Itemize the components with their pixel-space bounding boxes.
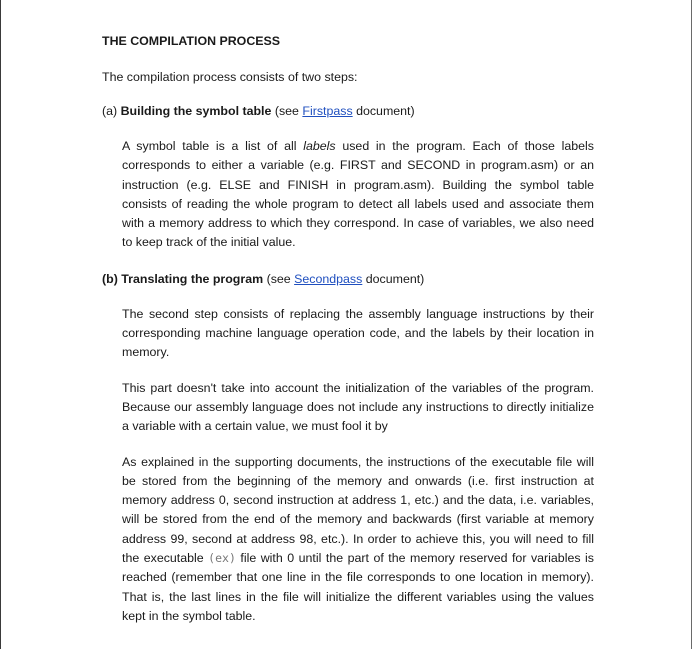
section-b-paragraph-3 [122, 453, 594, 627]
document-title: THE COMPILATION PROCESS [102, 34, 281, 48]
section-a-text-1: A symbol table is a list of all [122, 139, 304, 153]
section-b-paragraph-2: This part doesn't take into account the initialization of the variables of the program. Because our assembly language does not include any instructions to directly initialize a variable with a certain value, we must fool it by [122, 380, 594, 434]
section-a-doc-suffix: document) [352, 104, 415, 118]
section-b-see: (see [266, 271, 295, 286]
section-a-see: (see [274, 104, 303, 118]
section-b-doc-suffix: document) [362, 271, 425, 286]
section-a-paragraph [122, 137, 594, 253]
page-left-edge [0, 0, 1, 649]
section-a-text-2: used in the program. Each of those labels corresponds to either a variable (e.g. FIRST and SECOND in program.asm) or an instruction (e.g. ELSE and FINISH in program.asm). Building the symbol table consists of reading the whole program to detect all labels used and associate them with a memory address to which they correspond. In case of variables, we also need to keep track of the initial value. [122, 139, 595, 250]
labels-italic: labels [303, 139, 336, 153]
intro-text: The compilation process consists of two steps: [102, 70, 358, 84]
section-b-paragraph-1: The second step consists of replacing the assembly language instructions by their corresponding machine language operation code, and the labels by their location in memory. [122, 306, 594, 360]
document-body [102, 33, 594, 626]
section-a-heading [102, 103, 594, 119]
page-right-edge [691, 0, 692, 649]
section-b-heading [102, 271, 594, 287]
firstpass-link[interactable]: Firstpass [302, 104, 353, 118]
section-b-p3-text-1: As explained in the supporting documents, the instructions of the executable file will be stored from the beginning of the memory and onwards (i.e. first instruction at memory address 0, second instruction at address 1, etc.) and the data, i.e. variables, will be stored from the end of the memory and backwards (first variable at memory address 99, second at address 98, etc.). In order to achieve this, you will need to fill the executable [122, 454, 594, 566]
ex-code: (ex) [208, 551, 236, 566]
section-a-title: Building the symbol table [120, 104, 272, 118]
section-b-marker: (b) [102, 271, 118, 286]
section-b-title: Translating the program [121, 271, 264, 286]
section-a-marker: (a) [102, 104, 118, 118]
section-b-p3-text-2: file with 0 until the part of the memory reserved for variables is reached (remember that one line in the file corresponds to one location in memory). That is, the last lines in the file will initialize the different variables using the values kept in the symbol table. [122, 551, 594, 623]
secondpass-link[interactable]: Secondpass [294, 271, 363, 286]
